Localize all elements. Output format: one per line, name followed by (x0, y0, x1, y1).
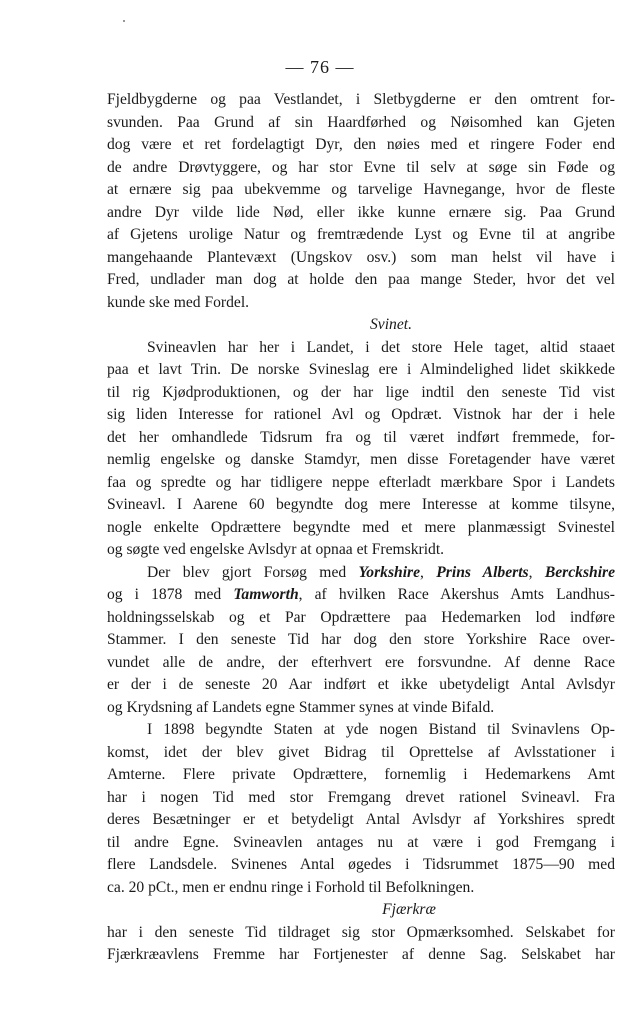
text-line: I 1898 begyndte Staten at yde nogen Bistand til Svinavlens Op- (147, 721, 615, 738)
text-line: ca. 20 pCt., men er endnu ringe i Forhold til Befolkningen. (107, 878, 475, 896)
text-run: og i 1878 med (107, 586, 234, 603)
text-line: paa et lavt Trin. De norske Svineslag ere i Almindelighed lidet skikkede (107, 361, 615, 378)
text-line: Stammer. I den seneste Tid har dog den store Yorkshire Race over- (107, 631, 615, 648)
text-line: og søgte ved engelske Avlsdyr at opnaa et Fremskridt. (107, 541, 445, 558)
text-line: at ernære sig paa ubekvemme og tarvelige Havnegange, hvor de fleste (107, 181, 615, 198)
breed-name-yorkshire: Yorkshire (358, 563, 421, 581)
text-line: dog være et ret fordelagtigt Dyr, den nøies med et ringere Foder end (107, 136, 615, 153)
text-line: er der i de seneste 20 Aar indført et ikke ubetydeligt Antal Avlsdyr (107, 676, 615, 693)
page-number: — 76 — (285, 57, 355, 77)
text-line: det her omhandlede Tidsrum fra og til været indført fremmede, for- (107, 428, 615, 446)
text-run: , (420, 563, 437, 581)
text-line: til andre Egne. Svineavlen antages nu at være i god Fremgang i (107, 833, 615, 851)
text-line: komst, idet der blev givet Bidrag til Oprettelse af Avlsstationer i (107, 743, 615, 761)
breed-name-berckshire: Berckshire (544, 563, 615, 581)
text-line: og Krydsning af Landets egne Stammer synes at vinde Bifald. (107, 698, 495, 716)
page-speck (123, 20, 125, 22)
text-line: til rig Kjødproduktionen, og der har lige indtil den seneste Tid vist (107, 383, 615, 401)
text-line: Fred, undlader man dog at holde den paa mange Steder, hvor det vel (107, 271, 615, 288)
text-line: har i den seneste Tid tildraget sig stor Opmærksomhed. Selskabet for (107, 923, 615, 941)
breed-name-prins-alberts: Prins Alberts (436, 563, 529, 581)
text-line: kunde ske med Fordel. (107, 293, 250, 311)
text-run: Der blev gjort Forsøg med (147, 563, 359, 581)
text-line: faa og spredte og har tidligere neppe efterladt mærkbare Spor i Landets (107, 473, 615, 491)
text-line: vundet alle de andre, der efterhvert ere forsvundne. Af denne Race (107, 653, 615, 671)
text-line: sig liden Interesse for rationel Avl og Opdræt. Vistnok har der i hele (107, 406, 615, 423)
breed-name-tamworth: Tamworth (233, 586, 299, 603)
section-heading-svinet: Svinet. (370, 316, 412, 333)
text-line: svunden. Paa Grund af sin Haardførhed og Nøisomhed kan Gjeten (107, 113, 615, 131)
text-line: Fjærkræavlens Fremme har Fortjenester af denne Sag. Selskabet har (107, 946, 615, 963)
text-line (107, 562, 615, 585)
text-line: nogle enkelte Opdrættere begyndte med et mere planmæssigt Svinestel (107, 518, 615, 536)
text-line: nemlig engelske og danske Stamdyr, men disse Foretagender have været (107, 451, 615, 468)
text-run: , af hvilken Race Akershus Amts Landhus- (298, 586, 615, 603)
text-run: , (528, 563, 545, 581)
text-line: har i nogen Tid med stor Fremgang drevet rationel Svineavl. Fra (107, 788, 615, 806)
text-line: de andre Drøvtyggere, og har stor Evne til selv at søge sin Føde og (107, 158, 615, 176)
text-line: af Gjetens urolige Natur og fremtrædende Lyst og Evne til at angribe (107, 226, 615, 243)
text-line: flere Landsdele. Svinenes Antal øgedes i Tidsrummet 1875—90 med (107, 856, 615, 873)
text-line: andre Dyr vilde lide Nød, eller ikke kunne ernære sig. Paa Grund (107, 203, 615, 221)
body-text (107, 89, 615, 967)
section-heading-fjaerkrae: Fjærkræ (382, 901, 436, 918)
text-line: Fjeldbygderne og paa Vestlandet, i Sletbygderne er den omtrent for- (107, 91, 615, 108)
text-line: deres Besætninger er et betydeligt Antal Avlsdyr af Yorkshires spredt (107, 811, 615, 828)
text-line (107, 584, 615, 607)
text-line: holdningsselskab og et Par Opdrættere paa Hedemarken lod indføre (107, 608, 615, 626)
text-line: Svineavl. I Aarene 60 begyndte dog mere Interesse at komme tilsyne, (107, 496, 615, 513)
text-line: Amterne. Flere private Opdrættere, fornemlig i Hedemarkens Amt (107, 766, 615, 783)
text-line: Svineavlen har her i Landet, i det store Hele taget, altid staaet (147, 338, 615, 356)
text-line: mangehaande Plantevæxt (Ungskov osv.) som man helst vil have i (107, 248, 615, 266)
